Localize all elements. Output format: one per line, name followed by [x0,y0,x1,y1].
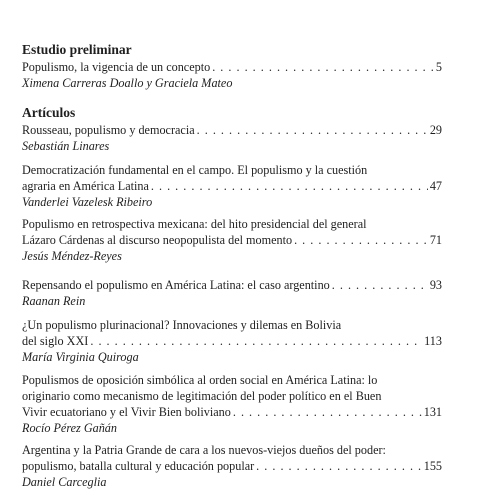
entry-author: Vanderlei Vazelesk Ribeiro [22,195,153,209]
dot-leader [332,277,428,293]
section-heading-articulos: Artículos [22,105,76,120]
page-number: 93 [429,278,442,292]
page-number: 71 [429,233,442,247]
entry-title-line: del siglo XXI [22,334,89,348]
dot-leader [90,333,422,349]
page-number: 155 [423,459,442,473]
entry-title: Repensando el populismo en América Latina: el caso argentino [22,278,330,292]
dot-leader [197,122,428,138]
entry-title-line: ¿Un populismo plurinacional? Innovaciones y dilemas en Bolivia [22,318,342,332]
entry-author: María Virginia Quiroga [22,350,139,364]
dot-leader [212,59,434,75]
dot-leader [151,178,428,194]
entry-title-line: populismo, batalla cultural y educación popular [22,459,255,473]
entry-title-line: Populismos de oposición simbólica al orden social en América Latina: lo [22,373,378,387]
entry-title: Populismo, la vigencia de un concepto [22,60,211,74]
entry-author: Daniel Carceglia [22,475,107,489]
dot-leader [294,232,428,248]
toc-entry-1 [22,59,442,91]
entry-title-line: Argentina y la Patria Grande de cara a los nuevos-viejos dueños del poder: [22,443,386,457]
page-number: 131 [423,405,442,419]
toc-entry-4 [22,216,442,264]
page-number: 47 [429,179,442,193]
dot-leader [233,404,422,420]
entry-title: Rousseau, populismo y democracia [22,123,195,137]
toc-entry-8 [22,442,442,490]
section-heading-estudio: Estudio preliminar [22,42,132,57]
toc-entry-7 [22,372,442,436]
entry-title-line: Vivir ecuatoriano y el Vivir Bien boliviano [22,405,231,419]
page-number: 29 [429,123,442,137]
page-number: 5 [435,60,442,74]
entry-title-line: Populismo en retrospectiva mexicana: del hito presidencial del general [22,217,367,231]
entry-author: Jesús Méndez-Reyes [22,249,122,263]
toc-entry-6 [22,317,442,365]
entry-author: Rocío Pérez Gañán [22,421,117,435]
dot-leader [256,458,422,474]
entry-title-line: Democratización fundamental en el campo. El populismo y la cuestión [22,163,368,177]
toc-entry-3 [22,162,442,210]
entry-title-line: originario como mecanismo de legitimación del poder político en el Buen [22,389,382,403]
entry-author: Ximena Carreras Doallo y Graciela Mateo [22,76,233,90]
entry-author: Sebastián Linares [22,139,110,153]
page-number: 113 [424,334,442,348]
entry-title-line: Lázaro Cárdenas al discurso neopopulista del momento [22,233,293,247]
toc-entry-2 [22,122,442,154]
entry-title-line: agraria en América Latina [22,179,149,193]
entry-author: Raanan Rein [22,294,86,308]
toc-entry-5 [22,277,442,309]
